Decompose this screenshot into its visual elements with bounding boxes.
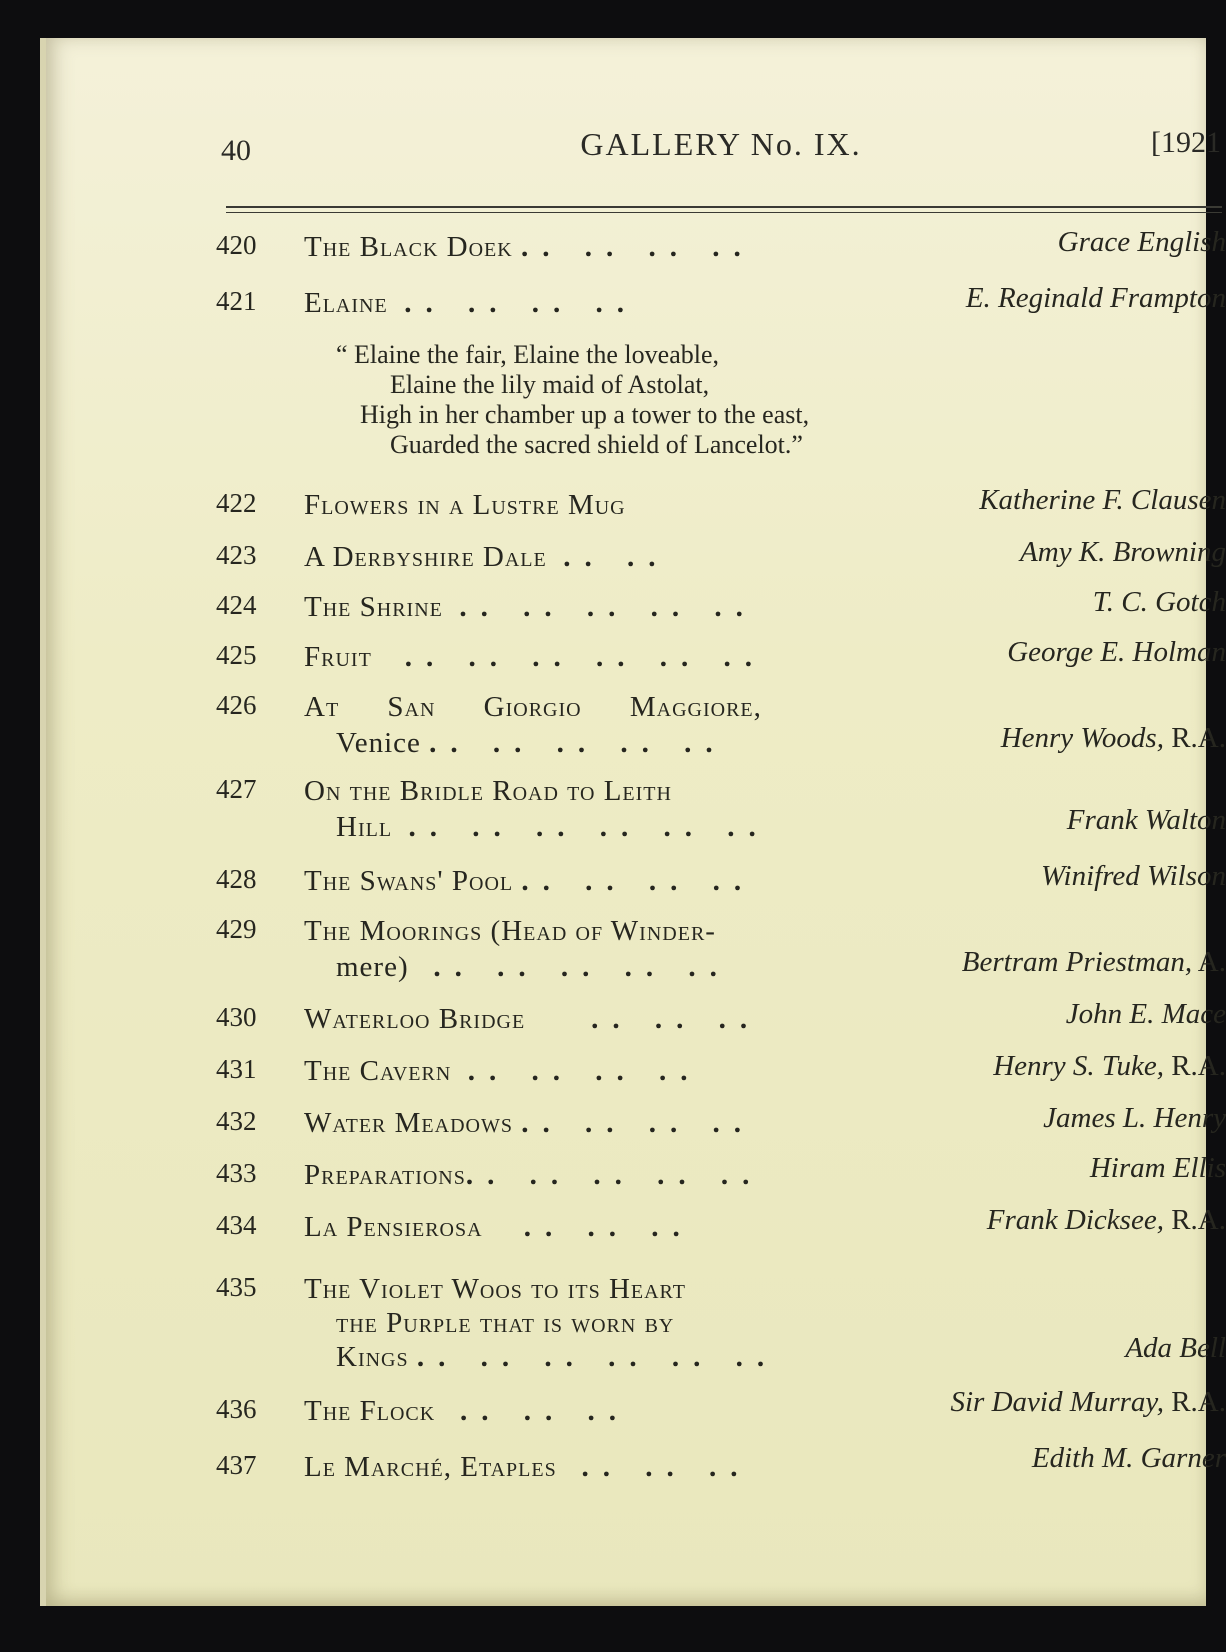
entry-number: 428 — [216, 864, 257, 894]
leader-dots: .. .. .. .. .. — [429, 727, 727, 759]
entry-title: The Moorings (Head of Winder- — [304, 915, 716, 947]
entry-artist: E. Reginald Frampton — [965, 282, 1226, 314]
elaine-quotation — [336, 340, 1036, 460]
entry-title-cont-2: Kings — [336, 1341, 409, 1373]
quote-line-2: Elaine the lily maid of Astolat, — [390, 370, 710, 399]
entry-number: 433 — [216, 1158, 257, 1188]
leader-dots: .. .. .. .. — [404, 287, 638, 319]
entry-number: 431 — [216, 1054, 257, 1084]
entry-artist: Grace English — [1057, 226, 1226, 258]
entry-number: 435 — [216, 1272, 257, 1302]
entry-number: 422 — [216, 488, 257, 518]
leader-dots: .. .. .. .. — [521, 865, 756, 897]
catalogue-year: [1921 — [1151, 126, 1221, 159]
entry-title: Waterloo Bridge — [304, 1003, 526, 1035]
entry-title: La Pensierosa — [304, 1211, 483, 1243]
entry-artist: Katherine F. Clausen — [979, 484, 1226, 516]
leader-dots: .. .. .. .. .. — [465, 1159, 764, 1191]
entry-title: Elaine — [304, 287, 388, 319]
entry-honour: A. — [1192, 946, 1226, 978]
entry-number: 434 — [216, 1210, 257, 1240]
leader-dots: .. .. — [563, 541, 670, 573]
entry-artist: T. C. Gotch — [1092, 586, 1226, 618]
entry-title: The Shrine — [304, 591, 443, 623]
leader-dots: .. .. .. .. .. .. — [404, 641, 767, 673]
entry-number: 432 — [216, 1106, 257, 1136]
leader-dots: .. .. .. .. — [467, 1055, 702, 1087]
entry-honour: R.A. — [1163, 1386, 1226, 1418]
entry-title-cont: Hill — [336, 811, 393, 843]
entry-artist: Frank Dicksee, — [986, 1204, 1164, 1236]
catalogue-page — [40, 38, 1226, 1606]
entry-number: 437 — [216, 1450, 257, 1480]
entry-title-cont: Venice — [336, 727, 421, 759]
entry-number: 436 — [216, 1394, 257, 1424]
entry-honour: R.A. — [1163, 1204, 1226, 1236]
entry-title: The Flock — [304, 1395, 436, 1427]
entry-title: The Violet Woos to its Heart — [304, 1273, 686, 1305]
entry-number: 424 — [216, 590, 257, 620]
entry-title: The Cavern — [304, 1055, 452, 1087]
leader-dots: .. .. .. — [591, 1003, 762, 1035]
leader-dots: .. .. .. — [581, 1451, 752, 1483]
entry-title: On the Bridle Road to Leith — [304, 775, 672, 807]
entry-title: The Black Doek — [304, 231, 513, 263]
leader-dots: .. .. .. .. — [521, 1107, 755, 1139]
entry-title-cont: the Purple that is worn by — [336, 1307, 675, 1339]
entry-number: 426 — [216, 690, 257, 720]
leader-dots: .. .. .. — [459, 1395, 630, 1427]
entry-number: 425 — [216, 640, 257, 670]
entry-title: Le Marché, Etaples — [304, 1451, 557, 1483]
entry-artist: Winifred Wilson — [1040, 860, 1226, 892]
entry-number: 421 — [216, 286, 257, 316]
entry-title: The Swans' Pool — [304, 865, 514, 897]
entry-title: Fruit — [304, 641, 372, 673]
entry-number: 427 — [216, 774, 257, 804]
entry-title: Preparations — [304, 1159, 466, 1191]
entry-title: A Derbyshire Dale — [304, 541, 547, 573]
entry-artist: Henry S. Tuke, — [993, 1050, 1164, 1082]
entry-artist: Sir David Murray, — [950, 1386, 1164, 1418]
entry-artist: Ada Bell — [1125, 1332, 1226, 1364]
gallery-title: GALLERY No. IX. — [580, 126, 862, 162]
entry-title-cont: mere) — [336, 951, 409, 983]
entry-artist: Henry Woods, — [1000, 722, 1164, 754]
entry-title: Flowers in a Lustre Mug — [304, 489, 626, 521]
entry-title: Water Meadows — [304, 1107, 513, 1139]
quote-line-3: High in her chamber up a tower to the east, — [360, 400, 810, 429]
entry-list — [46, 38, 1226, 1606]
leader-dots: .. .. .. .. .. .. — [408, 811, 770, 843]
entry-title: At San Giorgio Maggiore, — [304, 691, 762, 723]
page-number: 40 — [221, 134, 251, 167]
entry-artist: Amy K. Browning — [1020, 536, 1226, 568]
entry-number: 420 — [216, 230, 257, 260]
entry-artist: Frank Walton — [1066, 804, 1226, 836]
entry-honour: R.A. — [1163, 722, 1226, 754]
entry-artist: George E. Holman — [1007, 636, 1226, 668]
entry-honour: R.A. — [1163, 1050, 1226, 1082]
leader-dots: .. .. .. .. .. — [459, 591, 757, 623]
quote-line-1: “ Elaine the fair, Elaine the loveable, — [336, 340, 719, 369]
entry-number: 429 — [216, 914, 257, 944]
leader-dots: .. .. .. .. .. — [433, 951, 731, 983]
entry-number: 423 — [216, 540, 257, 570]
leader-dots: .. .. .. — [523, 1211, 694, 1243]
leader-dots: .. .. .. .. — [520, 231, 755, 263]
leader-dots: .. .. .. .. .. .. — [416, 1341, 779, 1373]
quote-line-4: Guarded the sacred shield of Lancelot.” — [390, 430, 803, 459]
entry-artist: John E. Mace — [1065, 998, 1226, 1030]
entry-artist: Bertram Priestman, — [961, 946, 1193, 978]
entry-artist: Hiram Ellis — [1089, 1152, 1226, 1184]
entry-artist: Edith M. Garner — [1031, 1442, 1226, 1474]
entry-number: 430 — [216, 1002, 257, 1032]
entry-artist: James L. Henry — [1043, 1102, 1226, 1134]
